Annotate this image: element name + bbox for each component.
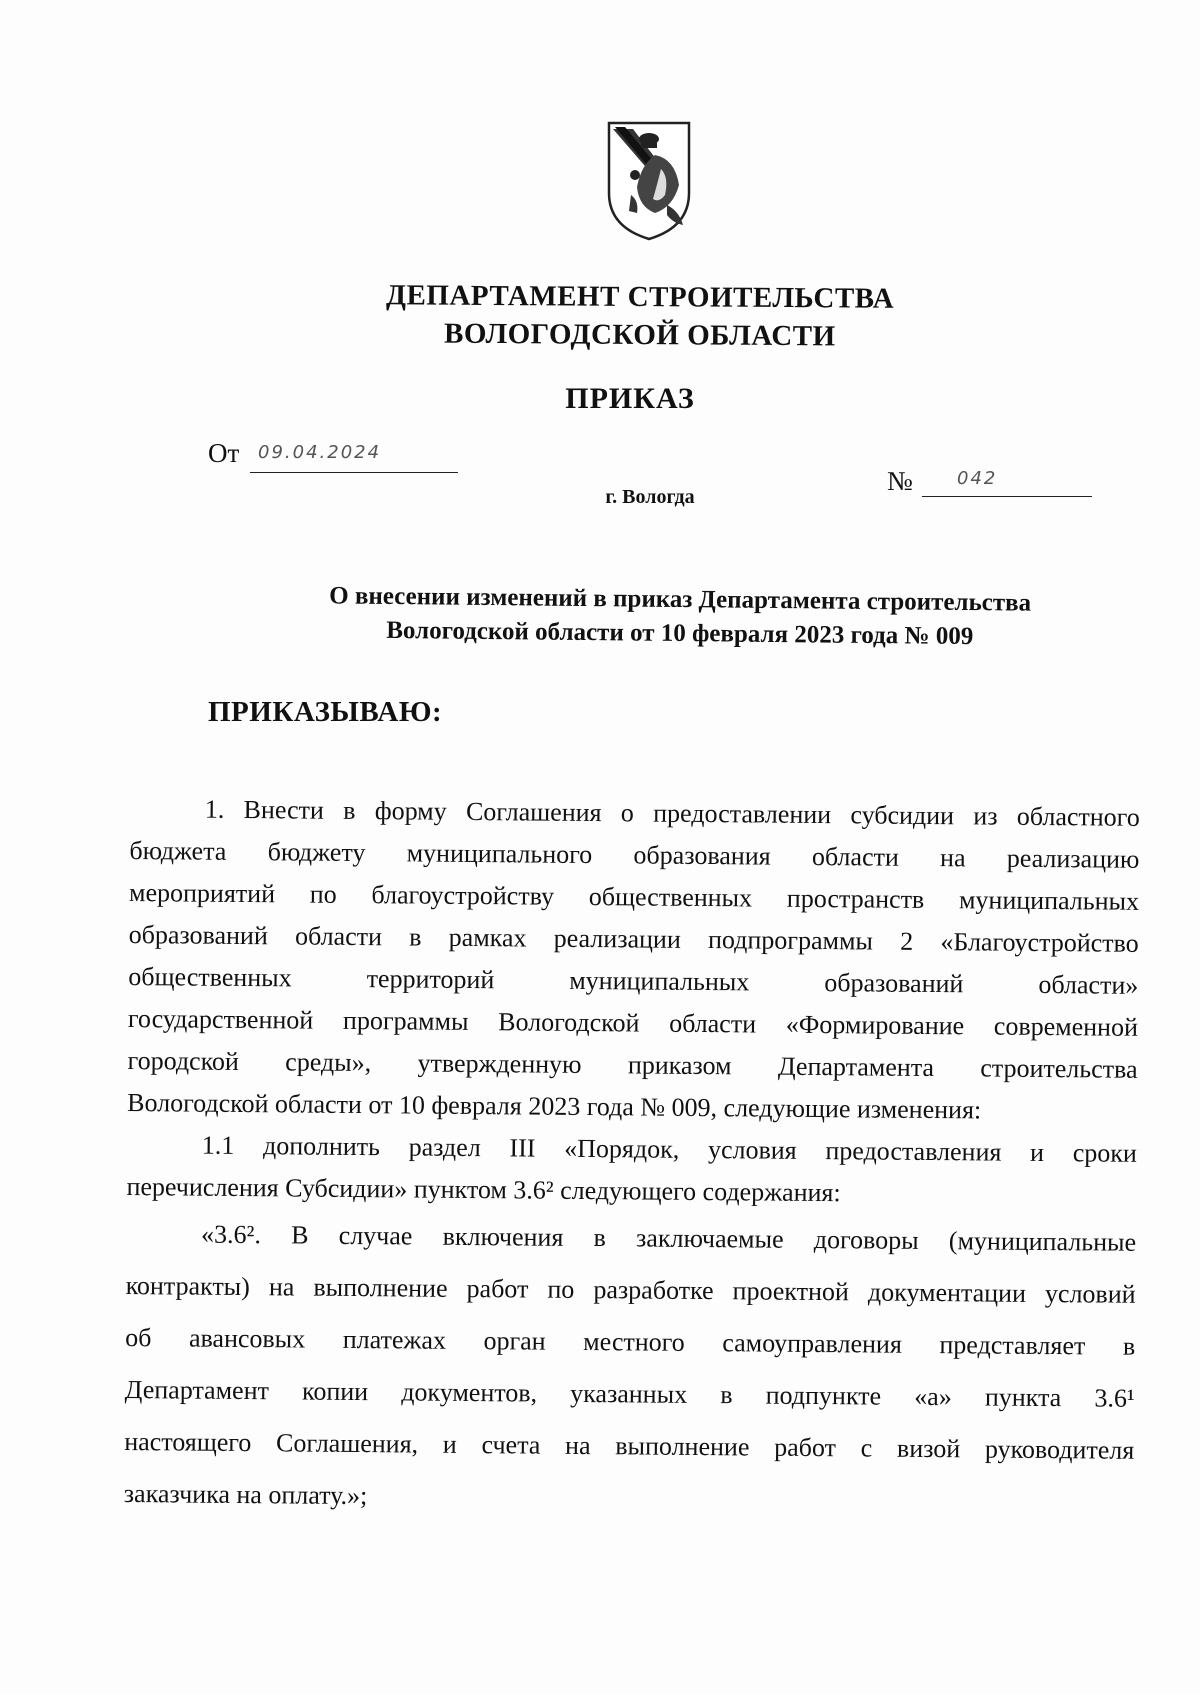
- body-line: «3.6². В случае включения в заключаемые договоры (муниципальные: [200, 1219, 1137, 1257]
- order-verb: ПРИКАЗЫВАЮ:: [208, 696, 443, 728]
- number-underline: [922, 496, 1092, 497]
- department-name-line2: ВОЛОГОДСКОЙ ОБЛАСТИ: [444, 317, 836, 353]
- body-line: образований области в рамках реализации подпрограммы 2 «Благоустройство: [128, 919, 1139, 958]
- order-body: [124, 788, 1140, 1529]
- body-line: настоящего Соглашения, и счета на выполнение работ с визой руководителя: [124, 1426, 1135, 1465]
- order-subject-line1: О внесении изменений в приказ Департамента строительства: [329, 582, 1032, 617]
- body-line: перечисления Субсидии» пунктом 3.6² следующего содержания:: [126, 1171, 841, 1208]
- order-subject: [270, 579, 1091, 656]
- department-name: [360, 276, 921, 356]
- city-name: г. Вологда: [605, 486, 695, 508]
- date-underline: [250, 472, 458, 473]
- order-subject-line2: Вологодской области от 10 февраля 2023 года № 009: [386, 616, 974, 651]
- body-line: заказчика на оплату.»;: [123, 1478, 368, 1511]
- body-line: об авансовых платежах орган местного самоуправления представляет в: [125, 1322, 1136, 1361]
- date-label: От: [208, 438, 240, 468]
- vologda-coat-of-arms-icon: [603, 115, 695, 245]
- body-line: государственной программы Вологодской области «Формирование современной: [127, 1003, 1139, 1042]
- order-number-field: [887, 466, 1097, 506]
- number-handwritten-value: 042: [957, 468, 998, 489]
- body-line: бюджета бюджету муниципального образования области на реализацию: [129, 835, 1140, 874]
- body-line: городской среды», утвержденную приказом Департамента строительства: [127, 1045, 1138, 1084]
- body-line: общественных территорий муниципальных образований области»: [128, 961, 1139, 1000]
- body-line: Департамент копии документов, указанных в подпункте «а» пункта 3.6¹: [124, 1374, 1135, 1413]
- body-line: Вологодской области от 10 февраля 2023 года № 009, следующие изменения:: [127, 1087, 982, 1125]
- body-line: мероприятий по благоустройству общественных пространств муниципальных: [128, 877, 1140, 916]
- body-line: контракты) на выполнение работ по разработке проектной документации условий: [125, 1270, 1136, 1309]
- body-line: 1. Внести в форму Соглашения о предоставлении субсидии из областного: [204, 794, 1140, 832]
- number-label: №: [887, 466, 913, 496]
- document-type-title: ПРИКАЗ: [565, 382, 695, 415]
- department-name-line1: ДЕПАРТАМЕНТ СТРОИТЕЛЬСТВА: [385, 279, 895, 315]
- date-handwritten-value: 09.04.2024: [258, 442, 382, 463]
- order-date-field: [208, 438, 468, 478]
- body-line: 1.1 дополнить раздел III «Порядок, условия предоставления и сроки: [201, 1130, 1137, 1168]
